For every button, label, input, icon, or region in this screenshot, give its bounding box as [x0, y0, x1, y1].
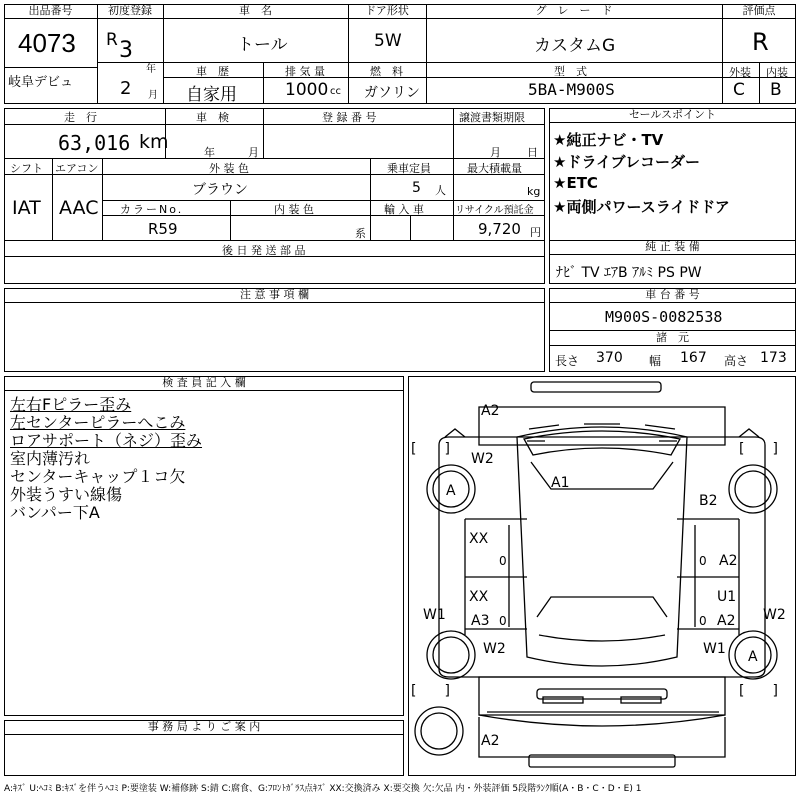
mark-a3: A3	[471, 613, 490, 629]
car-name-label: 車 名	[163, 4, 348, 19]
mark-a2-mid2: A2	[717, 613, 736, 629]
displacement: 1000	[285, 80, 329, 100]
fuel-label: 燃 料	[370, 65, 403, 78]
width-label: 幅	[649, 354, 662, 368]
recycle-label: リサイクル預託金	[455, 205, 534, 216]
lot-number: 4073	[18, 28, 76, 58]
mark-a2-top: A2	[481, 403, 500, 419]
mark-w2-left-rear: W2	[483, 641, 506, 657]
interior-label: 内装	[766, 66, 788, 79]
color-no-label: カラーNo.	[120, 203, 184, 216]
length-label: 長さ	[555, 354, 580, 368]
ac-label: エアコン	[55, 162, 99, 175]
mark-w2-right: W2	[763, 607, 786, 623]
capacity-unit: 人	[435, 184, 446, 197]
mark-zero3: 0	[499, 614, 507, 628]
mark-xx2: XX	[469, 589, 489, 605]
mark-u1: U1	[717, 589, 737, 605]
mark-w2-left-front: W2	[471, 451, 494, 467]
ext-color: ブラウン	[192, 182, 248, 198]
int-color-unit: 系	[355, 227, 366, 240]
mark-w1-right: W1	[703, 641, 726, 657]
mileage-unit: km	[139, 131, 169, 153]
inspection-month-unit: 月	[248, 146, 259, 159]
grade: カスタムG	[534, 36, 616, 56]
car-name: トール	[237, 35, 288, 55]
door-label: ドア形状	[348, 4, 426, 19]
lot-note: 岐阜デビュ	[8, 75, 74, 90]
era: R	[106, 30, 118, 50]
sales-point: ★ドライブレコーダー	[553, 153, 700, 171]
inspector-line: バンパー下A	[10, 503, 100, 522]
sales-point: ★両側パワースライドドア	[553, 198, 730, 216]
chassis-number: M900S-0082538	[605, 308, 723, 326]
mark-a1: A1	[551, 475, 570, 491]
capacity: 5	[412, 180, 421, 196]
inspection-label: 車 検	[196, 111, 229, 124]
legend: A:ｷｽﾞ U:ﾍｺﾐ B:ｷｽﾞを伴うﾍｺﾐ P:要塗装 W:補修跡 S:錆 C:腐食、G:ﾌﾛﾝﾄｶﾞﾗｽ点ｷｽﾞ XX:交換済み X:要交換 欠:欠品 内・外装評価 5段階ﾗﾝｸ順(A・B・C・D・E) 1	[4, 784, 642, 794]
load-unit: kg	[527, 185, 541, 198]
transfer-day-unit: 日	[527, 146, 538, 159]
inspector-lines	[10, 396, 400, 522]
chassis-label: 車 台 番 号	[549, 288, 796, 303]
ext-color-label: 外 装 色	[209, 162, 249, 175]
office-label: 事 務 局 よ り ご 案 内	[4, 720, 404, 735]
inspector-line: センターキャップ１コ欠	[10, 467, 186, 486]
ac: AAC	[59, 197, 99, 219]
mark-bracket-right: [ ]	[739, 441, 778, 457]
fuel: ガソリン	[364, 85, 420, 101]
inspector-line: 外装うすい線傷	[10, 485, 123, 504]
first-reg-label: 初度登録	[97, 4, 163, 19]
sales-point: ★純正ナビ・TV	[553, 131, 664, 149]
mark-zero4: 0	[699, 614, 707, 628]
mark-a2-mid: A2	[719, 553, 738, 569]
history: 自家用	[186, 85, 237, 105]
height: 173	[760, 350, 787, 366]
model: 5BA-M900S	[528, 80, 615, 99]
reg-year: 3	[119, 38, 133, 63]
mark-bracket-left: [ ]	[411, 441, 450, 457]
sales-label: セールスポイント	[549, 108, 796, 123]
lot-label: 出品番号	[4, 4, 97, 19]
interior-grade: B	[770, 80, 782, 100]
month-unit: 月	[148, 90, 158, 101]
equipment-items: ﾅﾋﾞ TV ｴｱB ｱﾙﾐ PS PW	[556, 265, 702, 281]
year-unit: 年	[146, 64, 156, 75]
recycle: 9,720	[478, 220, 521, 238]
exterior-label: 外装	[729, 66, 751, 79]
model-label: 型 式	[554, 65, 587, 78]
grade-label: グ レ ー ド	[426, 4, 722, 19]
shift-label: シフト	[10, 162, 43, 175]
mark-a-left-wheel: A	[446, 483, 456, 499]
import-label: 輸 入 車	[384, 203, 424, 216]
mark-a2-bottom: A2	[481, 733, 500, 749]
reg-number-label: 登 録 番 号	[322, 111, 377, 124]
damage-diagram	[408, 376, 796, 776]
inspector-line: 左右Fピラー歪み	[10, 395, 132, 414]
transfer-label: 譲渡書類期限	[459, 111, 525, 124]
length: 370	[596, 350, 623, 366]
mark-bracket-left-rear: [ ]	[411, 683, 450, 699]
color-no: R59	[148, 220, 178, 238]
displacement-label: 排 気 量	[285, 65, 325, 78]
inspector-line: ロアサポート（ネジ）歪み	[10, 431, 203, 450]
mileage: 63,016	[58, 131, 131, 155]
displacement-unit: cc	[330, 86, 341, 97]
capacity-label: 乗車定員	[387, 162, 431, 175]
mark-xx1: XX	[469, 531, 489, 547]
width: 167	[680, 350, 707, 366]
door-type: 5W	[374, 31, 402, 51]
inspection-year-unit: 年	[204, 146, 215, 159]
transfer-month-unit: 月	[490, 146, 501, 159]
int-color-label: 内 装 色	[274, 203, 314, 216]
reg-month: 2	[120, 78, 132, 99]
mark-zero2: 0	[699, 554, 707, 568]
dims-label: 諸 元	[549, 330, 796, 346]
mark-w1-left: W1	[423, 607, 446, 623]
shift: IAT	[12, 197, 41, 219]
sales-point: ★ETC	[553, 174, 598, 192]
mark-zero1: 0	[499, 554, 507, 568]
load-label: 最大積載量	[467, 162, 522, 175]
mileage-label: 走 行	[64, 111, 97, 124]
car-diagram-svg	[409, 377, 795, 775]
exterior-grade: C	[733, 80, 745, 100]
notes-label: 注 意 事 項 欄	[4, 288, 545, 303]
score-label: 評価点	[722, 4, 796, 19]
equipment-label: 純 正 装 備	[549, 240, 796, 255]
score: R	[752, 28, 769, 56]
mark-a-right-wheel: A	[748, 649, 758, 665]
recycle-unit: 円	[530, 226, 541, 239]
later-parts-label: 後 日 発 送 部 品	[222, 244, 306, 257]
height-label: 高さ	[724, 354, 749, 368]
mark-b2: B2	[699, 493, 718, 509]
mark-bracket-right-rear: [ ]	[739, 683, 778, 699]
inspector-line: 室内薄汚れ	[10, 449, 91, 468]
inspector-label: 検 査 員 記 入 欄	[4, 376, 404, 391]
inspector-line: 左センターピラーへこみ	[10, 413, 186, 432]
history-label: 車 歴	[196, 65, 229, 78]
